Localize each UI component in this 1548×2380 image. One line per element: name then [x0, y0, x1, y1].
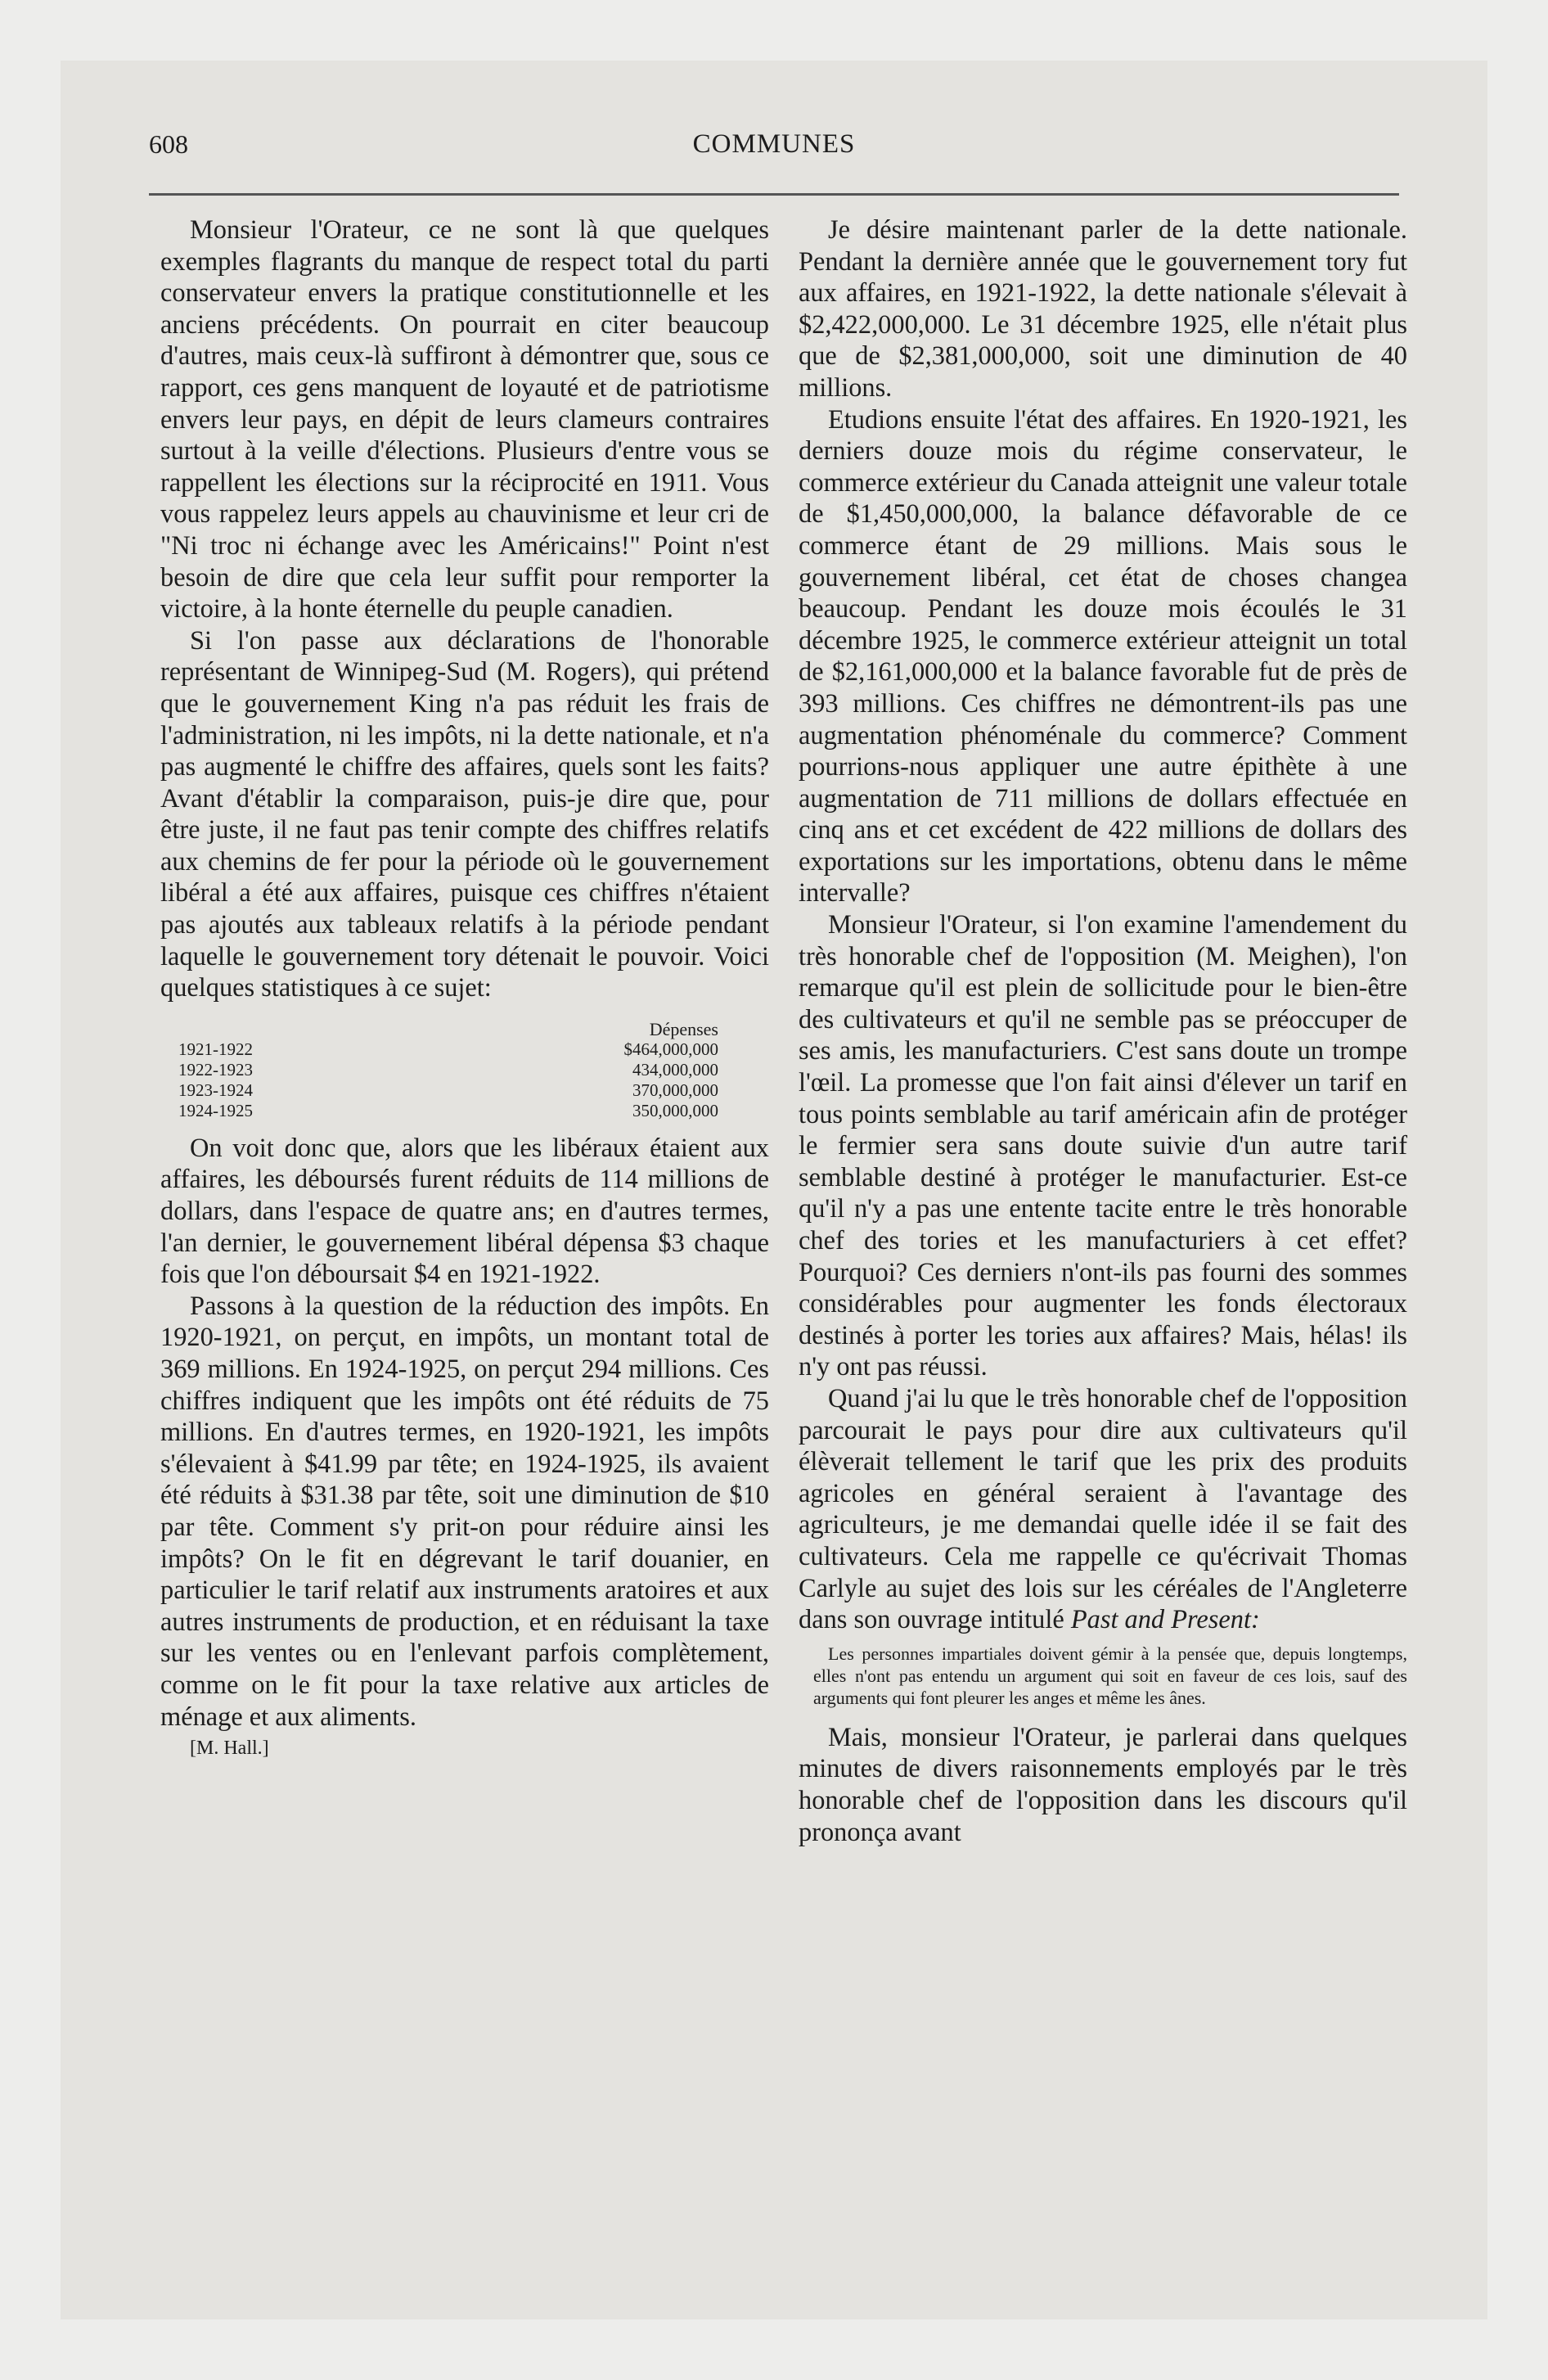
paragraph: Monsieur l'Orateur, si l'on examine l'amendement du très honorable chef de l'opposition (M. Meighen), l'on remarque qu'il est plein de sollicitude pour le bien-être des cultivateurs et qu'il ne semble pas se préoccuper de ses amis, les manufacturiers. C'est sans doute un trompe l'œil. La promesse que l'on fait ainsi d'élever un tarif en tous points semblable au tarif américain afin de protéger le fermier sera sans doute suivie d'un autre tarif semblable destiné à protéger le manufacturier. Est-ce qu'il n'y a pas une entente tacite entre le très honorable chef des tories et les manufacturiers à cet effet? Pourquoi? Ces derniers n'ont-ils pas fourni des sommes considérables pour augmenter les fonds électoraux destinés à porter les tories aux affaires? Mais, hélas! ils n'y ont pas réussi.: [799, 910, 1407, 1382]
page-number: 608: [149, 129, 188, 159]
running-head: COMMUNES: [692, 129, 856, 159]
row-value: 434,000,000: [632, 1059, 718, 1080]
row-value: 350,000,000: [632, 1100, 718, 1120]
paragraph: On voit donc que, alors que les libéraux étaient aux affaires, les déboursés furent réduits de 114 millions de dollars, dans l'espace de quatre ans; en d'autres termes, l'an dernier, le gouvernement libéral dépensa $3 chaque fois que l'on déboursait $4 en 1921-1922.: [160, 1133, 769, 1290]
table-row: [178, 1101, 718, 1121]
table-row: [178, 1060, 718, 1080]
row-year: 1922-1923: [178, 1059, 253, 1080]
row-value: $464,000,000: [623, 1039, 718, 1059]
paragraph: Etudions ensuite l'état des affaires. En 1920-1921, les derniers douze mois du régime conservateur, le commerce extérieur du Canada atteignit une valeur totale de $1,450,000,000, la balance défavorable de ce commerce étant de 29 millions. Mais sous le gouvernement libéral, cet état de choses changea beaucoup. Pendant les douze mois écoulés le 31 décembre 1925, le commerce extérieur atteignit un total de $2,161,000,000 et la balance favorable fut de près de 393 millions. Ces chiffres ne démontrent-ils pas une augmentation phénoménale du commerce? Comment pourrions-nous appliquer une autre épithète à une augmentation de 711 millions de dollars effectuée en cinq ans et cet excédent de 422 millions de dollars des exportations sur les importations, obtenu dans le même intervalle?: [799, 404, 1407, 908]
left-column: [160, 214, 769, 1765]
page-header: [149, 129, 1399, 170]
paragraph-text: Quand j'ai lu que le très honorable chef de l'opposition parcourait le pays pour dire aux cultivateurs qu'il élèverait tellement le tarif que les prix des produits agricoles en général seraient à l'avantage des agriculteurs, je me demandai quelle idée il se fait des cultivateurs. Cela me rappelle ce qu'écrivait Thomas Carlyle au sujet des lois sur les céréales de l'Angleterre dans son ouvrage intitulé: [799, 1383, 1407, 1635]
table-header: Dépenses: [649, 1018, 718, 1039]
book-title: Past and Present:: [1070, 1605, 1260, 1635]
table-row: [178, 1080, 718, 1101]
paragraph: Mais, monsieur l'Orateur, je parlerai dans quelques minutes de divers raisonnements employés par le très honorable chef de l'opposition dans les discours qu'il prononça avant: [799, 1722, 1407, 1847]
right-column: [799, 214, 1407, 1848]
paragraph: Je désire maintenant parler de la dette nationale. Pendant la dernière année que le gouvernement tory fut aux affaires, en 1921-1922, la dette nationale s'élevait à $2,422,000,000. Le 31 décembre 1925, elle n'était plus que de $2,381,000,000, soit une diminution de 40 millions.: [799, 215, 1407, 403]
paragraph: Monsieur l'Orateur, ce ne sont là que quelques exemples flagrants du manque de respect total du parti conservateur envers la pratique constitutionnelle et les anciens précédents. On pourrait en citer beaucoup d'autres, mais ceux-là suffiront à démontrer que, sous ce rapport, ces gens manquent de loyauté et de patriotisme envers leur pays, en dépit de leurs clameurs contraires surtout à la veille d'élections. Plusieurs d'entre vous se rappellent les élections sur la réciprocité en 1911. Vous vous rappelez leurs appels au chauvinisme et leur cri de "Ni troc ni échange avec les Américains!" Point n'est besoin de dire que cela leur suffit pour remporter la victoire, à la honte éternelle du peuple canadien.: [160, 215, 769, 624]
speaker-attribution: [M. Hall.]: [190, 1738, 269, 1760]
expenditure-table: [178, 1019, 718, 1121]
header-rule: [149, 193, 1399, 196]
quote-text: Les personnes impartiales doivent gémir à la pensée que, depuis longtemps, elles n'ont pas entendu un argument qui soit en faveur de ces lois, sauf des arguments qui font pleurer les anges et même les ânes.: [813, 1643, 1407, 1708]
row-year: 1923-1924: [178, 1080, 253, 1100]
row-year: 1924-1925: [178, 1100, 253, 1120]
row-value: 370,000,000: [632, 1080, 718, 1100]
paragraph: [799, 1383, 1407, 1636]
row-year: 1921-1922: [178, 1039, 253, 1059]
block-quote: [813, 1643, 1407, 1709]
paragraph: Si l'on passe aux déclarations de l'honorable représentant de Winnipeg-Sud (M. Rogers), qui prétend que le gouvernement King n'a pas réduit les frais de l'administration, ni les impôts, ni la dette nationale, et n'a pas augmenté le chiffre des affaires, quels sont les faits? Avant d'établir la comparaison, puis-je dire que, pour être juste, il ne faut pas tenir compte des chiffres relatifs aux chemins de fer pour la période où le gouvernement libéral a été aux affaires, puisque ces chiffres n'étaient pas ajoutés aux tableaux relatifs à la période pendant laquelle le gouvernement tory détenait le pouvoir. Voici quelques statistiques à ce sujet:: [160, 625, 769, 1003]
table-row: [178, 1039, 718, 1060]
paragraph: Passons à la question de la réduction des impôts. En 1920-1921, on perçut, en impôts, un montant total de 369 millions. En 1924-1925, on perçut 294 millions. Ces chiffres indiquent que les impôts ont été réduits de 75 millions. En d'autres termes, en 1920-1921, les impôts s'élevaient à $41.99 par tête; en 1924-1925, ils avaient été réduits à $31.38 par tête, soit une diminution de $10 par tête. Comment s'y prit-on pour réduire ainsi les impôts? On le fit en dégrevant le tarif douanier, en particulier le tarif relatif aux instruments aratoires et aux autres instruments de production, et en réduisant la taxe sur les ventes ou en l'enlevant parfois complètement, comme on le fit pour la taxe relative aux articles de ménage et aux aliments.: [160, 1291, 769, 1732]
